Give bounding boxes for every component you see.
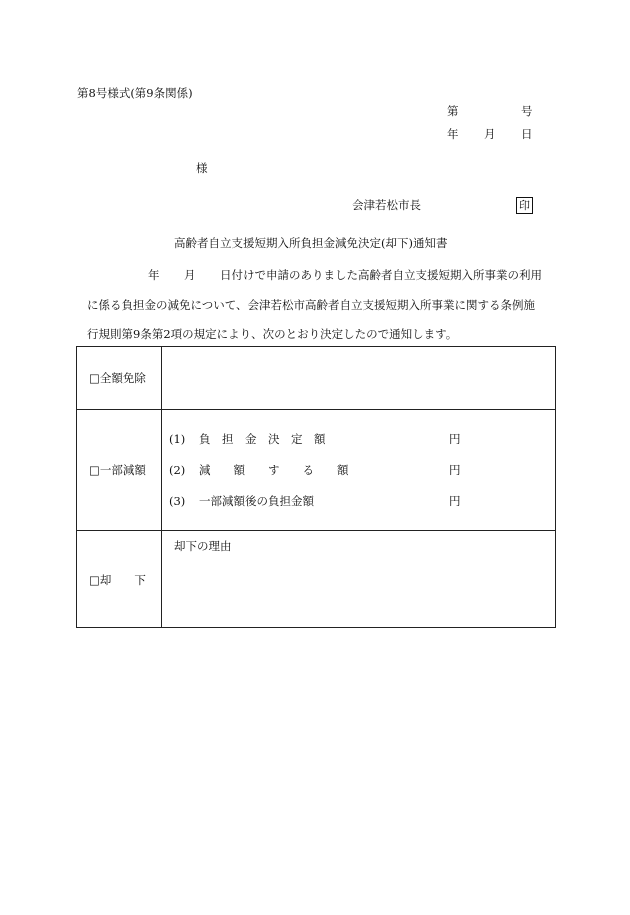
item-1-label: 負 担 金 決 定 額: [199, 432, 326, 446]
item-2-label: 減 額 す る 額: [199, 463, 349, 477]
date-day: 日: [521, 127, 533, 141]
item-1-unit: 円: [449, 432, 461, 446]
seal-mark: 印: [516, 197, 533, 214]
table-row-divider-2: [77, 530, 555, 531]
body-line-1-text: 日付けで申請のありました高齢者自立支援短期入所事業の利用: [220, 268, 542, 282]
item-2-unit: 円: [449, 463, 461, 477]
item-3-unit: 円: [449, 494, 461, 508]
table-row-divider-1: [77, 409, 555, 410]
form-number: 第8号様式(第9条関係): [77, 86, 193, 100]
body-line-1-year: 年: [148, 268, 160, 282]
item-2-number: (2): [169, 463, 186, 477]
checkbox-full-exemption[interactable]: □全額免除: [89, 371, 146, 385]
checkbox-rejection[interactable]: □却 下: [89, 573, 146, 587]
doc-number-go: 号: [521, 104, 533, 118]
body-line-3: 行規則第9条第2項の規定により、次のとおり決定したので通知します。: [87, 327, 458, 341]
item-1-number: (1): [169, 432, 186, 446]
date-year: 年: [447, 127, 459, 141]
checkbox-partial-reduction[interactable]: □一部減額: [89, 463, 146, 477]
body-line-1-month: 月: [184, 268, 196, 282]
rejection-reason-label: 却下の理由: [174, 539, 232, 553]
addressee-suffix: 様: [196, 161, 208, 175]
item-3-label: 一部減額後の負担金額: [199, 494, 314, 508]
doc-number-dai: 第: [447, 104, 459, 118]
decision-table: [76, 346, 556, 628]
item-3-number: (3): [169, 494, 186, 508]
date-month: 月: [484, 127, 496, 141]
issuer-name: 会津若松市長: [352, 198, 421, 212]
table-column-divider: [161, 347, 162, 627]
document-title: 高齢者自立支援短期入所負担金減免決定(却下)通知書: [174, 236, 448, 250]
body-line-2: に係る負担金の減免について、会津若松市高齢者自立支援短期入所事業に関する条例施: [87, 298, 536, 312]
